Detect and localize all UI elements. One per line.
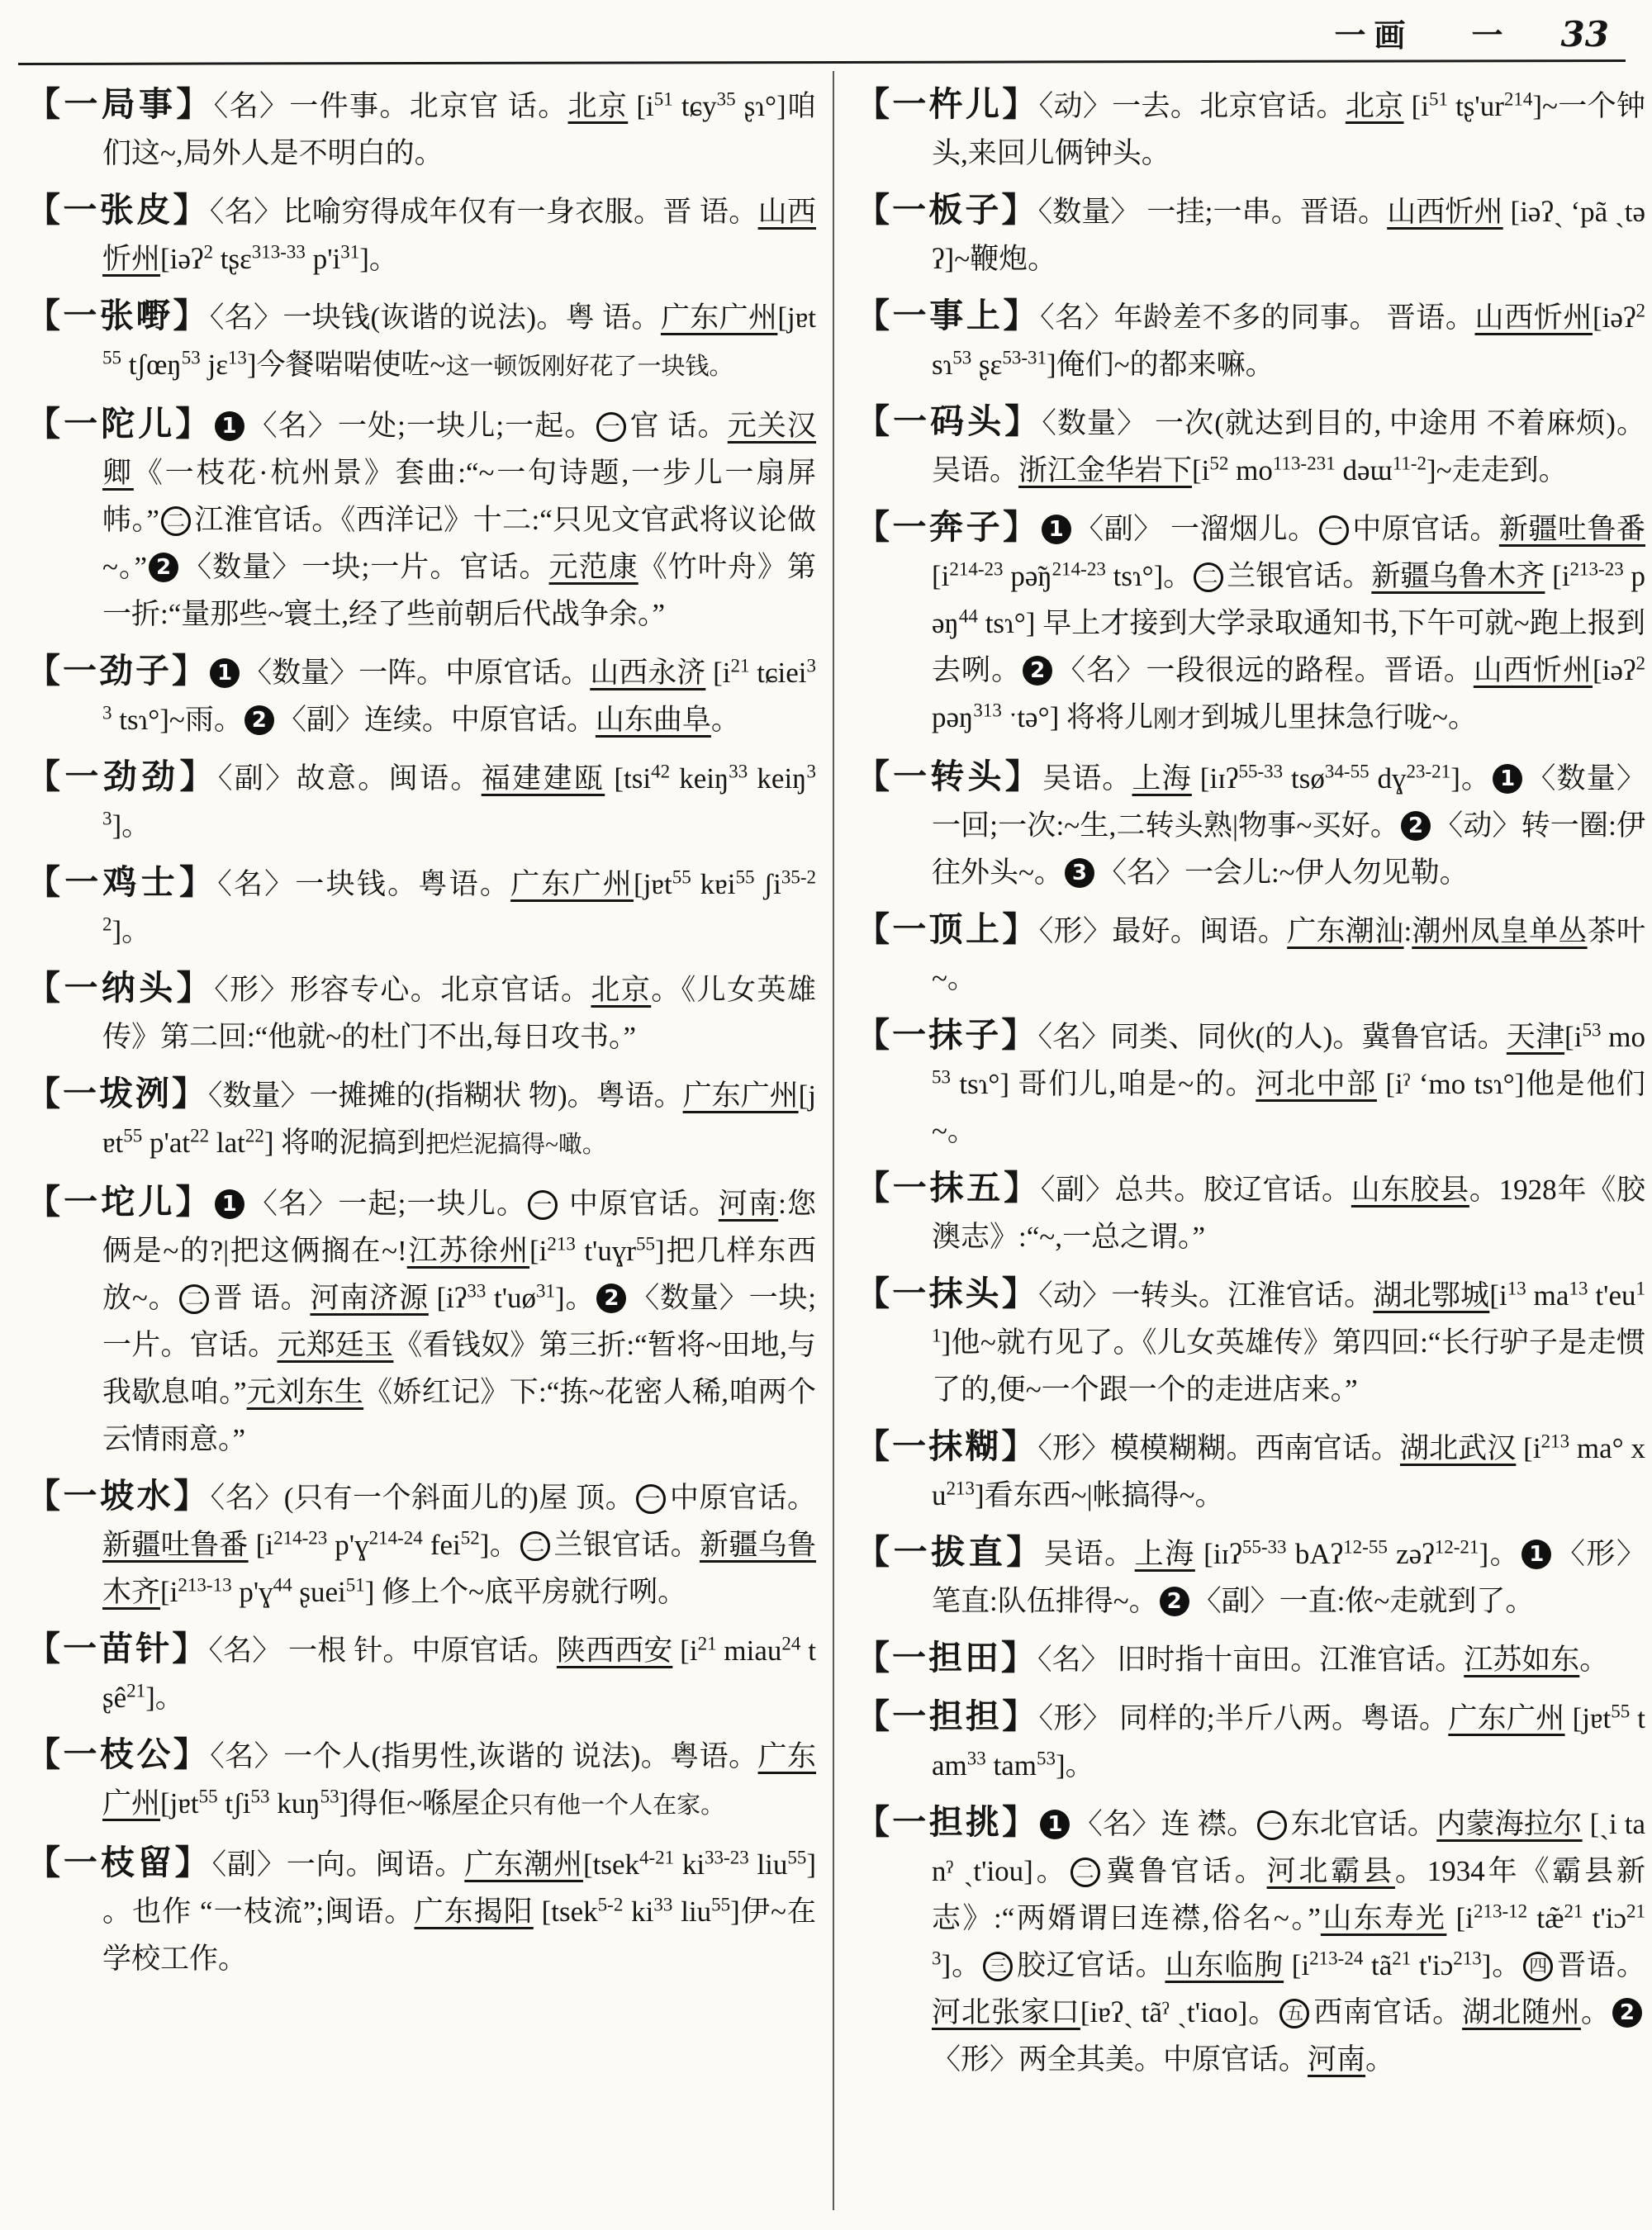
entry-headword: 【一枝留】 [26,1843,212,1881]
entry-headword: 【一码头】 [856,402,1042,440]
entry-headword: 【一苗针】 [26,1630,209,1668]
entry-body: 〈名〉比喻穷得成年仅有一身衣服。晋 语。山西忻州[iəʔ$^2$ tʂɛ$^{313-33}$ $p'i^{31}$]。 [102,196,816,275]
dictionary-entry [856,1635,1645,1683]
entry-body: 〈形〉 同样的;半斤八两。粤语。广东广州 [jɐt$^{55}$ tam$^{33}$ tam$^{53}$]。 [932,1701,1646,1782]
entry-body: 〈名〉年龄差不多的同事。 晋语。山西忻州[iəʔ$^2$ sɿ$^{53}$ ʂɛ$^{53-31}$]俺们~的都来嘛。 [932,300,1645,381]
dictionary-entry [26,1625,816,1721]
entry-body: 〈副〉故意。闽语。福建建瓯 [tsi$^{42}$ keiŋ$^{33}$ keiŋ$^{33}$]。 [102,761,816,842]
dictionary-entry [856,187,1645,282]
entry-headword: 【一张嘢】 [26,297,210,334]
dictionary-entry [26,292,816,391]
entry-headword: 【一事上】 [856,297,1041,334]
dictionary-entry [856,292,1645,388]
entry-body: 1 〈名〉一起;一块儿。 一 中原官话。河南:您俩是~的?|把这俩搁在~!江苏徐州[$i^{213}$ t'uɣr$^{55}$]把几样东西放~。 二 晋 语。河南济源 [iʔ$^{33}$ $t'uø^{31}$]。 2 〈数量〉一块;一片。官话。元郑廷玉《看钱奴》第三折:“暂将~田地,与我歇息咱。”元刘东生《娇红记》下:“拣~花密人稀,咱两个云情雨意。” [102,1188,817,1455]
entry-body: 〈形〉模模糊糊。西南官话。湖北武汉 [$i^{213}$ ma° $xu^{213}$]看东西~|帐搞得~。 [932,1431,1645,1511]
dictionary-entry [26,1070,816,1169]
entry-headword: 【一抹糊】 [856,1427,1038,1465]
dictionary-entry [856,1270,1645,1413]
dictionary-entry [856,1423,1645,1519]
entry-body: 〈数量〉 一挂;一串。晋语。山西忻州 [iəʔˎ ʻpã ˎtəʔ]~鞭炮。 [932,196,1645,275]
dictionary-entry [856,1165,1645,1260]
entry-headword: 【一纳头】 [26,969,215,1007]
entry-headword: 【一拔直】 [856,1533,1044,1571]
entry-headword: 【一杵儿】 [856,85,1039,123]
entry-body: 〈副〉总共。胶辽官话。山东胶县。1928年《胶澳志》:“~,一总之谓。” [932,1174,1645,1253]
entry-body: 〈动〉一转头。江淮官话。湖北鄂城[$i^{13}$ $ma^{13}$ $t'eu^{11}$]他~就冇见了。《儿女英雄传》第四回:“长行驴子是走惯了的,便~一个跟一个的走进店来。” [932,1278,1645,1406]
dictionary-column-left [26,81,816,1992]
dictionary-entry [26,648,816,743]
radical-label: 一 [1471,19,1503,54]
entry-headword: 【一抹头】 [856,1274,1039,1312]
entry-headword: 【一鸡士】 [26,863,218,901]
entry-body: 〈名〉一件事。北京官 话。北京 [$i^{51}$ tɕy$^{35}$ ʂɿ°]咱们这~,局外人是不明白的。 [102,88,816,169]
entry-body: 吴语。上海 [iɪʔ$^{55-33}$ tsø$^{34-55}$ dɣ$^{23-21}$]。 1 〈数量〉一回;一次:~生,二转头熟|物事~买好。 2 〈动〉转一圈:伊往外头~。 3 〈名〉一会儿:~伊人勿见勒。 [932,761,1645,889]
dictionary-entry [856,504,1645,743]
dictionary-entry [26,1179,816,1463]
entry-headword: 【一张皮】 [26,191,210,229]
dictionary-entry [856,753,1645,896]
page-header [0,10,1609,55]
entry-headword: 【一担挑】 [856,1803,1039,1841]
dictionary-entry [26,81,816,177]
dictionary-entry [856,1529,1645,1625]
dictionary-entry [26,965,816,1060]
entry-body: 吴语。上海 [iɪʔ$^{55-33}$ bAʔ$^{12-55}$ zəʔ$^{12-21}$]。 1 〈形〉笔直:队伍排得~。 2 〈副〉一直:侬~走就到了。 [932,1536,1646,1617]
entry-body: 1 〈名〉连 襟。 一 东北官话。内蒙海拉尔 [ˎi tanˀ ˎt'iou]。 二 冀鲁官话。河北霸县。1934年《霸县新志》:“两婿谓曰连襟,俗名~。”山东寿光 [$i^{213-12}$ tæ̃$^{21}$ t'iɔ$^{213}$]。 三 胶辽官话。山东临朐 [$i^{213-24}$ $tã^{21}$ t'iɔ$^{213}$]。 四 晋语。河北张家口[iɐʔˎ tãˀ ˎt'iɑo]。 五 西南官话。湖北随州。 2〈形〉两全其美。中原官话。河南。 [932,1808,1645,2076]
dictionary-entry [26,1731,816,1829]
entry-body: 1 〈数量〉一阵。中原官话。山西永济 [$i^{21}$ tɕiei$^{33}$ tsɿ°]~雨。 2 〈副〉连续。中原官话。山东曲阜。 [102,655,816,736]
dictionary-entry [26,753,816,849]
dictionary-entry [26,401,816,638]
entry-body: 〈名〉一块钱。粤语。广东广州[jɐt$^{55}$ kɐi$^{55}$ ʃi$^{35-22}$]。 [102,866,816,947]
entry-headword: 【一劲子】 [26,652,209,690]
section-title: 一画 [1334,19,1414,54]
entry-body: 〈形〉最好。闽语。广东潮汕:潮州凤皇单丛茶叶~。 [932,915,1645,994]
entry-body: 1 〈副〉 一溜烟儿。 一 中原官话。新疆吐鲁番 [$i^{214-23}$ $pə̃ŋ^{214-23}$ tsɿ°]。 二 兰银官话。新疆乌鲁木齐 [$i^{213-23}$ pəŋ$^{44}$ tsɿ°] 早上才接到大学录取通知书,下午可就~跑上报到去咧。 2 〈名〉一段很远的路程。晋语。山西忻州[iəʔ$^2$ pəŋ$^{313}$ ˑtə°] 将将儿刚才到城儿里抹急行咙~。 [932,513,1645,733]
entry-headword: 【一局事】 [26,85,214,123]
entry-headword: 【一坡水】 [26,1477,211,1515]
dictionary-entry [856,1012,1645,1155]
dictionary-entry [856,1693,1645,1789]
entry-body: 〈名〉一个人(指男性,诙谐的 说法)。粤语。广东广州[jɐt$^{55}$ tʃi$^{53}$ kuŋ$^{53}$]得佢~喺屋企只有他一个人在家。 [102,1740,816,1820]
entry-body: 〈数量〉 一次(就达到目的, 中途用 不着麻烦)。吴语。浙江金华岩下[$i^{52}$ $mo^{113-231}$ dəɯ$^{11-2}$]~走走到。 [932,407,1645,486]
entry-body: 〈动〉一去。北京官话。北京 [$i^{51}$ $tʂ'ur^{214}]\sim$一个钟头,来回儿俩钟头。 [932,88,1645,169]
page-number: 33 [1560,14,1609,55]
entry-body: 1 〈名〉一处;一块儿;一起。 一 官 话。元关汉卿《一枝花·杭州景》套曲:“~一句诗题,一步儿一扇屏帏。” 二 江淮官话。《西洋记》十二:“只见文官武将议论做~。” 2 〈数量〉一块;一片。官话。元范康《竹叶舟》第一折:“量那些~寰土,经了些前朝后代战争余。” [102,410,817,630]
entry-headword: 【一奔子】 [856,508,1040,546]
entry-body: 〈名〉(只有一个斜面儿的)屋 顶。 一 中原官话。新疆吐鲁番 [$i^{214-23}$ p'ɣ$^{214-24}$ fei$^{52}$]。 二 兰银官话。新疆乌鲁木齐[$i^{213-13}$ p'ɣ$^{44}$ ʂuei$^{51}$] 修上个~底平房就行咧。 [102,1482,816,1608]
entry-headword: 【一劲劲】 [26,757,218,795]
column-divider [833,71,834,2210]
dictionary-entry [26,1473,816,1616]
entry-body: 〈名〉一块钱(诙谐的说法)。粤 语。广东广州[jɐt$^{55}$ tʃœŋ$^{53}$ jɛ$^{13}$]今餐啱啱使咗~这一顿饭刚好花了一块钱。 [102,301,816,381]
entry-headword: 【一抹子】 [856,1016,1038,1054]
dictionary-entry [856,398,1645,494]
entry-headword: 【一陀儿】 [26,405,213,443]
entry-body: 〈名〉 一根 针。中原官话。陕西西安 [$i^{21}$ miau$^{24}$ tʂê$^{21}$]。 [102,1633,816,1714]
entry-headword: 【一板子】 [856,191,1038,229]
entry-body: 〈名〉 旧时指十亩田。江淮官话。江苏如东。 [1037,1644,1609,1676]
header-rule [18,59,1626,65]
entry-headword: 【一转头】 [856,757,1042,795]
entry-headword: 【一坺洌】 [26,1075,209,1113]
entry-headword: 【一顶上】 [856,910,1039,948]
entry-body: 〈数量〉一摊摊的(指糊状 物)。粤语。广东广州[jɐt$^{55}$ $p'at^{22}$ lat$^{22}$] 将啲泥搞到把烂泥搞得~噉。 [102,1079,817,1159]
dictionary-entry [26,187,816,282]
entry-headword: 【一坨儿】 [26,1183,213,1221]
entry-headword: 【一枝公】 [26,1735,211,1773]
dictionary-entry [856,906,1645,1002]
dictionary-entry [26,1839,816,1982]
entry-headword: 【一抹五】 [856,1169,1041,1207]
dictionary-entry [26,859,816,955]
entry-headword: 【一担担】 [856,1697,1039,1735]
entry-body: 〈名〉同类、同伙(的人)。冀鲁官话。天津[$i^{53}$ $mo^{53}$ tsɿ°] 哥们儿,咱是~的。河北中部 [iˀ ʻmo tsɿ°]他是他们~。 [932,1019,1646,1147]
dictionary-column-right [856,81,1645,2093]
entry-headword: 【一担田】 [856,1639,1037,1677]
dictionary-entry [856,1799,1645,2083]
entry-body: 〈副〉一向。闽语。广东潮州[tsek$^{4-21}$ $ki^{33-23}$ liu$^{55}$] 。也作 “一枝流”;闽语。广东揭阳 [tsek$^{5-2}$ $ki^{33}$ liu$^{55}$]伊~在学校工作。 [102,1847,816,1975]
dictionary-entry [856,81,1645,177]
entry-body: 〈形〉形容专心。北京官话。北京。《儿女英雄传》第二回:“他就~的杜门不出,每日攻书。” [102,974,816,1053]
